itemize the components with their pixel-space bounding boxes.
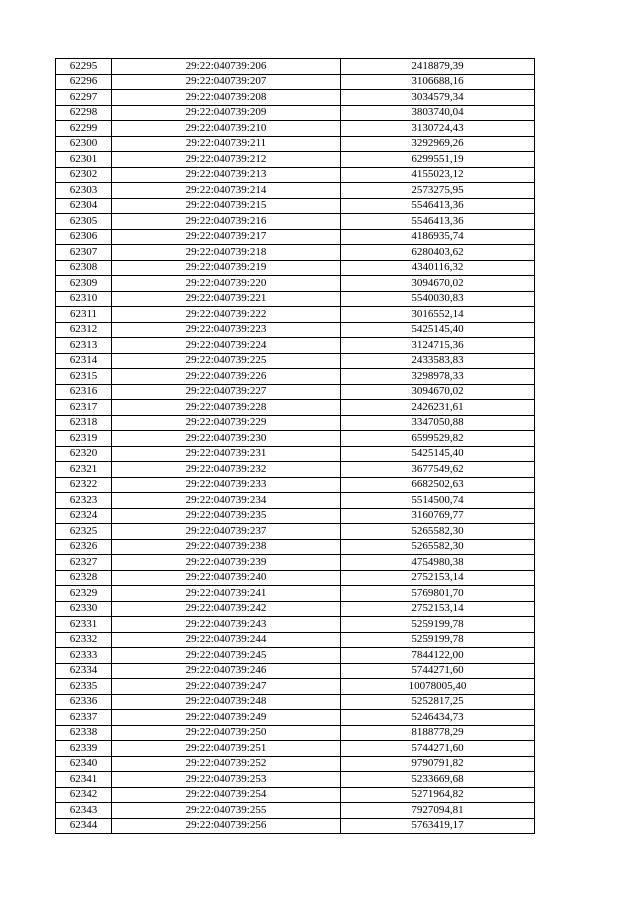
cadastral-number-cell: 29:22:040739:220: [112, 276, 341, 292]
cadastral-value-cell: 10078005,40: [341, 679, 535, 695]
row-number-cell: 62312: [56, 322, 112, 338]
row-number-cell: 62298: [56, 105, 112, 121]
cadastral-value-cell: 3124715,36: [341, 338, 535, 354]
table-row: [56, 384, 535, 400]
cadastral-value-cell: 3292969,26: [341, 136, 535, 152]
cadastral-number-cell: 29:22:040739:232: [112, 462, 341, 478]
row-number-cell: 62330: [56, 601, 112, 617]
cadastral-number-cell: 29:22:040739:222: [112, 307, 341, 323]
row-number-cell: 62297: [56, 90, 112, 106]
row-number-cell: 62331: [56, 617, 112, 633]
cadastral-value-cell: 5546413,36: [341, 198, 535, 214]
row-number-cell: 62300: [56, 136, 112, 152]
row-number-cell: 62329: [56, 586, 112, 602]
row-number-cell: 62296: [56, 74, 112, 90]
cadastral-value-cell: 6299551,19: [341, 152, 535, 168]
cadastral-value-cell: 3094670,02: [341, 384, 535, 400]
table-body: [56, 59, 535, 834]
cadastral-value-cell: 2752153,14: [341, 601, 535, 617]
table-row: [56, 741, 535, 757]
table-row: [56, 632, 535, 648]
cadastral-value-cell: 5246434,73: [341, 710, 535, 726]
cadastral-number-cell: 29:22:040739:211: [112, 136, 341, 152]
row-number-cell: 62337: [56, 710, 112, 726]
table-row: [56, 74, 535, 90]
table-row: [56, 508, 535, 524]
cadastral-value-cell: 4340116,32: [341, 260, 535, 276]
cadastral-number-cell: 29:22:040739:246: [112, 663, 341, 679]
table-row: [56, 415, 535, 431]
cadastral-value-cell: 5425145,40: [341, 322, 535, 338]
cadastral-number-cell: 29:22:040739:213: [112, 167, 341, 183]
row-number-cell: 62317: [56, 400, 112, 416]
table-row: [56, 803, 535, 819]
cadastral-value-cell: 6599529,82: [341, 431, 535, 447]
table-row: [56, 586, 535, 602]
cadastral-number-cell: 29:22:040739:226: [112, 369, 341, 385]
cadastral-number-cell: 29:22:040739:223: [112, 322, 341, 338]
cadastral-value-table: [55, 58, 535, 834]
cadastral-number-cell: 29:22:040739:209: [112, 105, 341, 121]
cadastral-value-cell: 3094670,02: [341, 276, 535, 292]
row-number-cell: 62304: [56, 198, 112, 214]
table-row: [56, 524, 535, 540]
cadastral-number-cell: 29:22:040739:210: [112, 121, 341, 137]
cadastral-number-cell: 29:22:040739:207: [112, 74, 341, 90]
cadastral-value-cell: 5744271,60: [341, 741, 535, 757]
table-row: [56, 105, 535, 121]
row-number-cell: 62341: [56, 772, 112, 788]
row-number-cell: 62333: [56, 648, 112, 664]
cadastral-number-cell: 29:22:040739:237: [112, 524, 341, 540]
cadastral-value-cell: 5252817,25: [341, 694, 535, 710]
cadastral-number-cell: 29:22:040739:214: [112, 183, 341, 199]
cadastral-number-cell: 29:22:040739:253: [112, 772, 341, 788]
cadastral-value-cell: 5540030,83: [341, 291, 535, 307]
table-row: [56, 570, 535, 586]
cadastral-number-cell: 29:22:040739:217: [112, 229, 341, 245]
cadastral-value-cell: 7844122,00: [341, 648, 535, 664]
cadastral-number-cell: 29:22:040739:218: [112, 245, 341, 261]
cadastral-value-cell: 5425145,40: [341, 446, 535, 462]
table-row: [56, 90, 535, 106]
row-number-cell: 62335: [56, 679, 112, 695]
cadastral-number-cell: 29:22:040739:240: [112, 570, 341, 586]
cadastral-value-cell: 9790791,82: [341, 756, 535, 772]
cadastral-value-cell: 3034579,34: [341, 90, 535, 106]
cadastral-number-cell: 29:22:040739:230: [112, 431, 341, 447]
cadastral-number-cell: 29:22:040739:228: [112, 400, 341, 416]
row-number-cell: 62322: [56, 477, 112, 493]
table-row: [56, 694, 535, 710]
row-number-cell: 62326: [56, 539, 112, 555]
cadastral-number-cell: 29:22:040739:233: [112, 477, 341, 493]
cadastral-value-cell: 3016552,14: [341, 307, 535, 323]
cadastral-number-cell: 29:22:040739:221: [112, 291, 341, 307]
table-row: [56, 276, 535, 292]
cadastral-value-cell: 5514500,74: [341, 493, 535, 509]
table-row: [56, 353, 535, 369]
cadastral-value-cell: 3803740,04: [341, 105, 535, 121]
cadastral-value-cell: 5763419,17: [341, 818, 535, 834]
table-row: [56, 477, 535, 493]
cadastral-number-cell: 29:22:040739:241: [112, 586, 341, 602]
cadastral-value-cell: 5265582,30: [341, 539, 535, 555]
row-number-cell: 62295: [56, 59, 112, 75]
row-number-cell: 62315: [56, 369, 112, 385]
cadastral-value-cell: 5233669,68: [341, 772, 535, 788]
row-number-cell: 62321: [56, 462, 112, 478]
table-row: [56, 183, 535, 199]
row-number-cell: 62310: [56, 291, 112, 307]
cadastral-value-cell: 8188778,29: [341, 725, 535, 741]
cadastral-number-cell: 29:22:040739:238: [112, 539, 341, 555]
cadastral-number-cell: 29:22:040739:245: [112, 648, 341, 664]
cadastral-number-cell: 29:22:040739:216: [112, 214, 341, 230]
table-row: [56, 136, 535, 152]
row-number-cell: 62319: [56, 431, 112, 447]
cadastral-number-cell: 29:22:040739:247: [112, 679, 341, 695]
cadastral-value-cell: 4186935,74: [341, 229, 535, 245]
cadastral-number-cell: 29:22:040739:255: [112, 803, 341, 819]
cadastral-number-cell: 29:22:040739:251: [112, 741, 341, 757]
row-number-cell: 62299: [56, 121, 112, 137]
cadastral-value-cell: 5265582,30: [341, 524, 535, 540]
table-row: [56, 431, 535, 447]
cadastral-value-cell: 2418879,39: [341, 59, 535, 75]
table-row: [56, 152, 535, 168]
cadastral-value-cell: 2573275,95: [341, 183, 535, 199]
table-row: [56, 167, 535, 183]
cadastral-value-cell: 3298978,33: [341, 369, 535, 385]
cadastral-value-cell: 5744271,60: [341, 663, 535, 679]
row-number-cell: 62320: [56, 446, 112, 462]
row-number-cell: 62313: [56, 338, 112, 354]
cadastral-value-cell: 3106688,16: [341, 74, 535, 90]
row-number-cell: 62323: [56, 493, 112, 509]
cadastral-number-cell: 29:22:040739:234: [112, 493, 341, 509]
cadastral-number-cell: 29:22:040739:254: [112, 787, 341, 803]
table-row: [56, 245, 535, 261]
cadastral-number-cell: 29:22:040739:231: [112, 446, 341, 462]
cadastral-number-cell: 29:22:040739:242: [112, 601, 341, 617]
table-row: [56, 756, 535, 772]
table-row: [56, 229, 535, 245]
cadastral-number-cell: 29:22:040739:249: [112, 710, 341, 726]
table-row: [56, 663, 535, 679]
cadastral-value-cell: 4155023,12: [341, 167, 535, 183]
row-number-cell: 62301: [56, 152, 112, 168]
table-row: [56, 493, 535, 509]
table-row: [56, 121, 535, 137]
table-row: [56, 260, 535, 276]
table-row: [56, 198, 535, 214]
row-number-cell: 62306: [56, 229, 112, 245]
cadastral-number-cell: 29:22:040739:229: [112, 415, 341, 431]
table-row: [56, 617, 535, 633]
cadastral-number-cell: 29:22:040739:239: [112, 555, 341, 571]
row-number-cell: 62324: [56, 508, 112, 524]
row-number-cell: 62316: [56, 384, 112, 400]
row-number-cell: 62314: [56, 353, 112, 369]
cadastral-value-cell: 3677549,62: [341, 462, 535, 478]
cadastral-value-cell: 5769801,70: [341, 586, 535, 602]
cadastral-number-cell: 29:22:040739:225: [112, 353, 341, 369]
row-number-cell: 62343: [56, 803, 112, 819]
cadastral-value-cell: 5546413,36: [341, 214, 535, 230]
table-row: [56, 725, 535, 741]
cadastral-number-cell: 29:22:040739:219: [112, 260, 341, 276]
cadastral-value-cell: 3160769,77: [341, 508, 535, 524]
cadastral-number-cell: 29:22:040739:248: [112, 694, 341, 710]
cadastral-number-cell: 29:22:040739:212: [112, 152, 341, 168]
table-row: [56, 787, 535, 803]
table-row: [56, 214, 535, 230]
cadastral-value-cell: 7927094,81: [341, 803, 535, 819]
cadastral-value-cell: 3130724,43: [341, 121, 535, 137]
cadastral-number-cell: 29:22:040739:206: [112, 59, 341, 75]
table-row: [56, 338, 535, 354]
cadastral-number-cell: 29:22:040739:250: [112, 725, 341, 741]
table-row: [56, 601, 535, 617]
table-row: [56, 555, 535, 571]
cadastral-number-cell: 29:22:040739:252: [112, 756, 341, 772]
table-row: [56, 307, 535, 323]
row-number-cell: 62334: [56, 663, 112, 679]
table-row: [56, 446, 535, 462]
row-number-cell: 62305: [56, 214, 112, 230]
row-number-cell: 62302: [56, 167, 112, 183]
cadastral-number-cell: 29:22:040739:243: [112, 617, 341, 633]
table-row: [56, 291, 535, 307]
cadastral-value-cell: 6280403,62: [341, 245, 535, 261]
row-number-cell: 62307: [56, 245, 112, 261]
cadastral-value-cell: 2752153,14: [341, 570, 535, 586]
cadastral-value-cell: 4754980,38: [341, 555, 535, 571]
row-number-cell: 62340: [56, 756, 112, 772]
row-number-cell: 62332: [56, 632, 112, 648]
cadastral-value-cell: 3347050,88: [341, 415, 535, 431]
cadastral-number-cell: 29:22:040739:227: [112, 384, 341, 400]
table-row: [56, 322, 535, 338]
cadastral-number-cell: 29:22:040739:256: [112, 818, 341, 834]
cadastral-number-cell: 29:22:040739:224: [112, 338, 341, 354]
row-number-cell: 62338: [56, 725, 112, 741]
cadastral-value-cell: 6682502,63: [341, 477, 535, 493]
cadastral-value-cell: 5259199,78: [341, 617, 535, 633]
row-number-cell: 62344: [56, 818, 112, 834]
cadastral-value-cell: 2433583,83: [341, 353, 535, 369]
table-row: [56, 648, 535, 664]
row-number-cell: 62328: [56, 570, 112, 586]
row-number-cell: 62308: [56, 260, 112, 276]
table-row: [56, 772, 535, 788]
row-number-cell: 62303: [56, 183, 112, 199]
table-row: [56, 369, 535, 385]
row-number-cell: 62336: [56, 694, 112, 710]
row-number-cell: 62325: [56, 524, 112, 540]
cadastral-number-cell: 29:22:040739:235: [112, 508, 341, 524]
row-number-cell: 62327: [56, 555, 112, 571]
table-row: [56, 539, 535, 555]
row-number-cell: 62309: [56, 276, 112, 292]
cadastral-value-cell: 5259199,78: [341, 632, 535, 648]
table-row: [56, 59, 535, 75]
table-row: [56, 679, 535, 695]
table-row: [56, 818, 535, 834]
row-number-cell: 62339: [56, 741, 112, 757]
cadastral-number-cell: 29:22:040739:208: [112, 90, 341, 106]
row-number-cell: 62318: [56, 415, 112, 431]
row-number-cell: 62342: [56, 787, 112, 803]
row-number-cell: 62311: [56, 307, 112, 323]
cadastral-number-cell: 29:22:040739:244: [112, 632, 341, 648]
cadastral-value-cell: 2426231,61: [341, 400, 535, 416]
table-row: [56, 462, 535, 478]
table-row: [56, 400, 535, 416]
table-row: [56, 710, 535, 726]
cadastral-value-cell: 5271964,82: [341, 787, 535, 803]
cadastral-number-cell: 29:22:040739:215: [112, 198, 341, 214]
